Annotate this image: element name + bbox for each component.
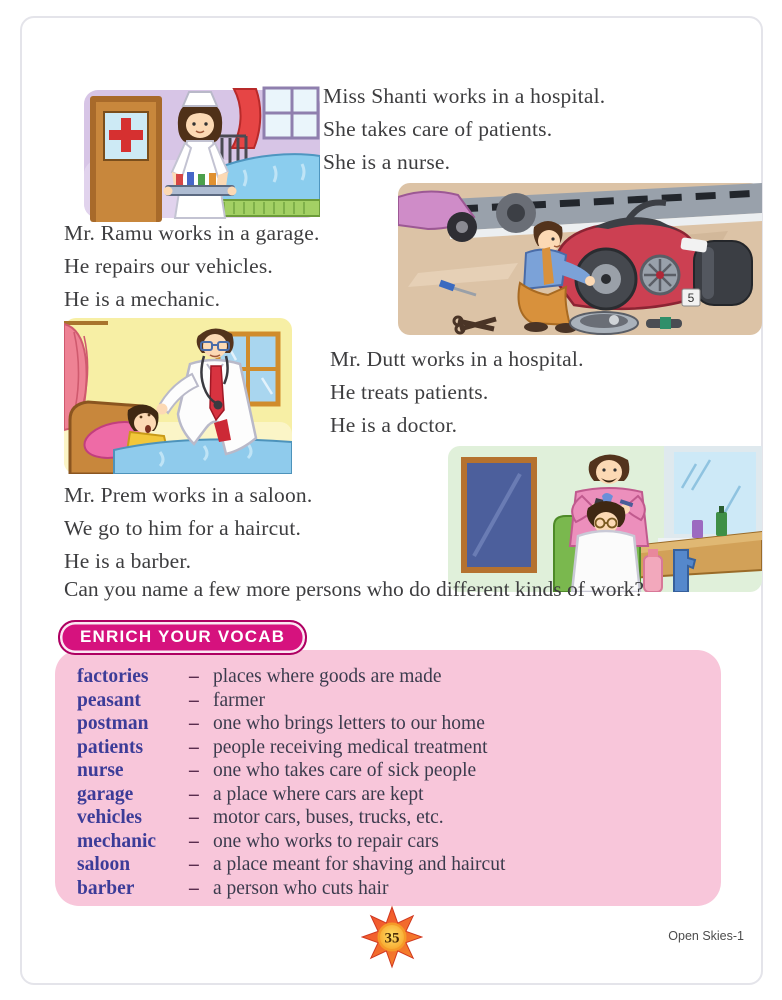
- passage-line: He is a mechanic.: [64, 287, 221, 311]
- vocab-word: vehicles: [77, 807, 142, 828]
- passage-line: She is a nurse.: [323, 150, 451, 174]
- vocab-dash: –: [189, 807, 199, 828]
- vocab-row: [77, 689, 703, 713]
- vocab-row: [77, 806, 703, 830]
- vocab-word: nurse: [77, 760, 124, 781]
- vocab-row: [77, 853, 703, 877]
- vocab-definition: a place meant for shaving and haircut: [213, 854, 506, 875]
- barber-saloon-illustration: [448, 446, 762, 592]
- window-icon: [264, 88, 318, 138]
- vocab-definition: places where goods are made: [213, 666, 442, 687]
- passage-line: We go to him for a haircut.: [64, 516, 302, 540]
- vocab-word: barber: [77, 877, 135, 899]
- passage-doctor: [330, 343, 584, 442]
- vocab-definition: one who brings letters to our home: [213, 713, 485, 734]
- vocab-word: peasant: [77, 689, 141, 711]
- vocab-dash: –: [189, 783, 199, 805]
- passage-line: He treats patients.: [330, 380, 489, 404]
- mirror-board: [464, 460, 534, 570]
- window-icon: [658, 446, 762, 547]
- passage-line: Mr. Prem works in a saloon.: [64, 483, 313, 507]
- passage-line: Mr. Ramu works in a garage.: [64, 221, 320, 245]
- passage-line: He repairs our vehicles.: [64, 254, 273, 278]
- vocab-definition: one who takes care of sick people: [213, 760, 477, 781]
- hospital-door: [90, 96, 162, 222]
- vocab-definition: people receiving medical treatment: [213, 736, 488, 758]
- vocab-dash: –: [189, 854, 199, 875]
- vocab-box: [55, 650, 721, 906]
- vocab-dash: –: [189, 689, 199, 711]
- vocab-definition: motor cars, buses, trucks, etc.: [213, 807, 444, 828]
- vocab-row: [77, 736, 703, 760]
- vocab-dash: –: [189, 713, 199, 734]
- vocab-row: [77, 712, 703, 736]
- license-plate-text: 5: [687, 291, 695, 305]
- vocab-dash: –: [189, 830, 199, 852]
- passage-mechanic: [64, 217, 320, 316]
- vocab-dash: –: [189, 877, 199, 899]
- vocab-dash: –: [189, 666, 199, 687]
- vocab-row: [77, 877, 703, 901]
- passage-line: Mr. Dutt works in a hospital.: [330, 347, 584, 371]
- vocab-row: [77, 783, 703, 807]
- passage-line: He is a barber.: [64, 549, 192, 573]
- vocab-definition: farmer: [213, 689, 265, 711]
- passage-nurse: [323, 80, 605, 179]
- passage-line: He is a doctor.: [330, 413, 458, 437]
- vocab-word: patients: [77, 736, 144, 758]
- vocab-row: [77, 759, 703, 783]
- passage-barber: [64, 479, 312, 578]
- vocab-word: saloon: [77, 854, 131, 875]
- vocab-definition: a person who cuts hair: [213, 877, 389, 899]
- vocab-dash: –: [189, 760, 199, 781]
- vocab-row: [77, 830, 703, 854]
- nurse-hospital-illustration: [84, 86, 320, 234]
- passage-line: Miss Shanti works in a hospital.: [323, 84, 606, 108]
- vocab-word: postman: [77, 713, 149, 734]
- vocab-heading-badge: ENRICH YOUR VOCAB: [58, 620, 307, 655]
- vocab-dash: –: [189, 736, 199, 758]
- vocab-definition: one who works to repair cars: [213, 830, 439, 852]
- vocab-word: factories: [77, 666, 149, 687]
- question-line: Can you name a few more persons who do different kinds of work?: [64, 577, 644, 601]
- page-number-star: [361, 904, 423, 970]
- vocab-definition: a place where cars are kept: [213, 783, 424, 805]
- vocab-word: garage: [77, 783, 134, 805]
- vocab-word: mechanic: [77, 830, 157, 852]
- book-title-footer: Open Skies-1: [668, 929, 744, 943]
- page-number: 35: [384, 930, 400, 947]
- mechanic-garage-illustration: [398, 183, 762, 335]
- vocab-row: [77, 665, 703, 689]
- passage-line: She takes care of patients.: [323, 117, 553, 141]
- doctor-patient-illustration: [64, 318, 292, 474]
